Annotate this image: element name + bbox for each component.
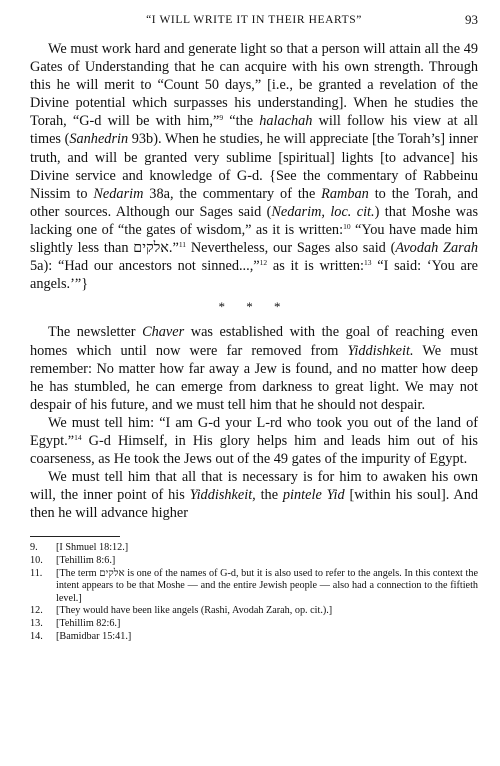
page-header bbox=[30, 8, 478, 30]
text-run: “I said: ‘You are angels.’”} bbox=[30, 258, 478, 293]
footnote-item bbox=[30, 631, 478, 644]
footnote-text: [Tehillim 8:6.] bbox=[56, 555, 116, 567]
footnote-text: [I Shmuel 18:12.] bbox=[56, 542, 129, 554]
paragraph-2 bbox=[30, 323, 478, 413]
text-run: We must tell him that all that is necessary is for him to awaken his own will, the inner point of his bbox=[30, 469, 478, 504]
footnote-ref-10: 10 bbox=[343, 221, 351, 231]
footnote-item bbox=[30, 618, 478, 631]
footnote-text: [They would have been like angels (Rashi, Avodah Zarah, op. cit.).] bbox=[56, 605, 333, 617]
page-number: 93 bbox=[465, 12, 478, 27]
footnote-ref-14: 14 bbox=[74, 432, 82, 442]
text-run: 38a, the commentary of the bbox=[143, 185, 322, 202]
footnote-ref-12: 12 bbox=[259, 258, 268, 268]
footnote-text: [The term אלקים is one of the names of G-d, but it is also used to refer to the angels. In this context the intent appears to be that Moshe — and the entire Jewish people — also had a connection to the fiftieth level.] bbox=[56, 567, 478, 604]
italic-term: Ramban bbox=[321, 185, 369, 202]
italic-term: Avodah Zarah bbox=[395, 240, 478, 257]
italic-term: Yiddishkeit. bbox=[347, 342, 414, 359]
footnote-item bbox=[30, 555, 478, 568]
footnote-ref-11: 11 bbox=[178, 240, 187, 250]
text-run: as it is written: bbox=[267, 258, 364, 275]
paragraph-4 bbox=[30, 468, 478, 522]
running-head: “I WILL WRITE IT IN THEIR HEARTS” bbox=[146, 14, 362, 26]
footnote-number: 9. bbox=[30, 542, 38, 554]
footnote-ref-9: 9 bbox=[219, 113, 224, 123]
footnote-divider bbox=[30, 536, 120, 537]
footnote-ref-13: 13 bbox=[363, 258, 372, 268]
text-run: to the Torah, and other sources. Although our Sages said ( bbox=[30, 185, 478, 220]
footnote-number: 12. bbox=[30, 605, 43, 617]
text-run: “You have made him slightly less than bbox=[30, 221, 478, 257]
text-run: ) that Moshe was lacking one of “the gates of wisdom,” as it is written: bbox=[30, 203, 479, 238]
text-run: “the bbox=[223, 113, 260, 130]
footnote-text: [Tehillim 82:6.] bbox=[56, 618, 121, 629]
text-run: Nevertheless, our Sages also said ( bbox=[186, 240, 396, 257]
text-run: We must work hard and generate light so that a person will attain all the 49 Gates of Understanding that he can acquire with his own strength. Through this he will merit to “Count 50 days,” [i.e., be granted a revelation of the Divine potential which surpasses his understanding]. When he studies the Torah, “G-d will be with him,” bbox=[30, 41, 478, 130]
footnote-number: 11. bbox=[30, 567, 43, 579]
italic-term: halachah bbox=[259, 113, 313, 130]
text-run: the bbox=[255, 487, 283, 504]
text-run: G-d Himself, in His glory helps him and leads him out of his coarseness, as He took the Jews out of the 49 gates of the impurity of Egypt. bbox=[30, 432, 478, 468]
footnotes bbox=[30, 542, 478, 643]
paragraph-3 bbox=[30, 414, 478, 468]
footnote-number: 13. bbox=[30, 618, 43, 629]
italic-term: Chaver bbox=[142, 324, 185, 341]
text-run: The newsletter bbox=[48, 324, 143, 341]
italic-term: Nedarim, loc. cit. bbox=[271, 203, 375, 220]
footnote-item bbox=[30, 568, 478, 606]
text-run: will follow his view at all times ( bbox=[30, 113, 478, 148]
section-divider: * * * bbox=[218, 299, 290, 315]
text-run: 5a): “Had our ancestors not sinned...,” bbox=[30, 258, 260, 275]
text-run: We must tell him: “I am G-d your L-rd who took you out of the land of Egypt.” bbox=[30, 414, 478, 449]
paragraph-1 bbox=[30, 40, 478, 293]
text-run: 93b). When he studies, he will appreciate [the Torah’s] inner truth, and will be granted very sublime [spiritual] lights [to advance] his Divine service and knowledge of G-d. {See the commentary of Rabbeinu Nissim to bbox=[30, 131, 478, 202]
footnote-item bbox=[30, 605, 478, 618]
text-run: [within his soul]. And then he will advance higher bbox=[30, 487, 479, 522]
italic-term: pintele Yid bbox=[282, 487, 345, 504]
main-text bbox=[30, 40, 478, 522]
italic-term: Yiddishkeit, bbox=[189, 487, 256, 504]
footnote-number: 10. bbox=[30, 555, 43, 567]
footnote-number: 14. bbox=[30, 630, 43, 642]
text-run: We must remember: No matter how far away a Jew is found, and no matter how deep he has stumbled, he can emerge from darkness to great light. We may not despair of his future, and we must tell him that he should not despair. bbox=[30, 342, 478, 413]
footnote-item bbox=[30, 542, 478, 555]
text-run: was established with the goal of reaching even homes which until now were far removed from bbox=[30, 324, 478, 359]
italic-term: Nedarim bbox=[93, 185, 144, 202]
text-run: .” bbox=[168, 240, 179, 257]
italic-term: Sanhedrin bbox=[69, 131, 129, 148]
footnote-text: [Bamidbar 15:41.] bbox=[56, 630, 132, 642]
hebrew-word: אלקים bbox=[133, 240, 169, 257]
